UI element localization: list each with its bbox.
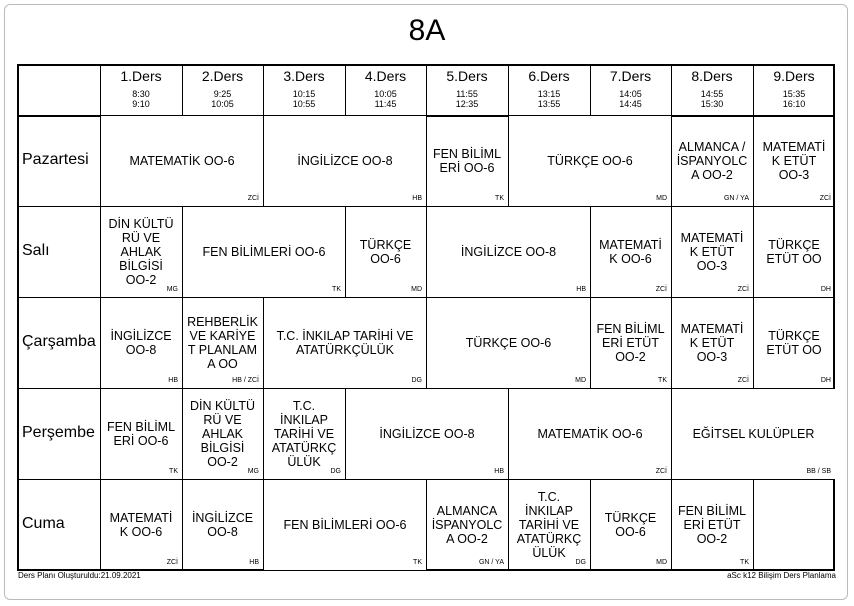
lesson-teacher: DG	[411, 377, 422, 384]
lesson-cell[interactable]	[263, 388, 345, 479]
footer-created-date: Ders Planı Oluşturuldu:21.09.2021	[18, 571, 141, 580]
lesson-teacher: ZCİ	[166, 559, 178, 566]
lesson-cell[interactable]	[509, 116, 671, 206]
period-name: 9.Ders	[773, 68, 815, 84]
lesson-teacher: TK	[740, 559, 749, 566]
lesson-subject: MATEMATİK OO-6	[129, 154, 235, 168]
lesson-teacher: HB / ZCİ	[232, 377, 259, 384]
lesson-teacher: TK	[658, 377, 667, 384]
lesson-cell[interactable]	[182, 388, 263, 479]
period-start: 8:30	[132, 89, 150, 99]
day-label: Perşembe	[22, 423, 95, 441]
lesson-subject: T.C. İNKILAP TARİHİ VE ATATÜRKÇ ÜLÜK	[516, 489, 582, 560]
lesson-subject: FEN BİLİMLERİ OO-6	[283, 518, 407, 532]
lesson-subject: İNGİLİZCE OO-8	[191, 510, 254, 539]
period-header	[508, 66, 590, 109]
lesson-teacher: HB	[168, 377, 178, 384]
period-end: 16:10	[782, 99, 806, 109]
lesson-teacher: GN / YA	[723, 195, 749, 202]
lesson-subject: ALMANCA / İSPANYOLC A OO-2	[676, 139, 748, 182]
lesson-subject: İNGİLİZCE OO-8	[379, 427, 475, 441]
period-header	[345, 66, 426, 109]
lesson-subject: MATEMATİ K OO-6	[599, 237, 662, 266]
period-end: 13:55	[537, 99, 561, 109]
lesson-cell[interactable]	[345, 206, 426, 297]
period-end: 15:30	[700, 99, 724, 109]
lesson-cell[interactable]	[182, 479, 263, 570]
lesson-cell[interactable]	[346, 389, 508, 479]
lesson-teacher: TK	[332, 286, 341, 293]
period-name: 7.Ders	[609, 68, 652, 84]
lesson-subject: REHBERLİK VE KARİYE T PLANLAM A OO	[187, 314, 258, 371]
period-header	[671, 66, 753, 109]
period-time	[671, 89, 753, 109]
period-name: 1.Ders	[120, 68, 162, 84]
lesson-subject: MATEMATİK OO-6	[537, 427, 643, 441]
period-header	[426, 66, 508, 109]
period-time	[345, 89, 426, 109]
lesson-subject: FEN BİLİML ERİ ETÜT OO-2	[677, 503, 747, 546]
lesson-teacher: ZCİ	[819, 195, 831, 202]
period-header	[182, 66, 263, 109]
lesson-cell[interactable]	[100, 297, 182, 388]
lesson-cell[interactable]	[508, 479, 590, 570]
lesson-cell[interactable]	[671, 297, 753, 388]
lesson-teacher: MG	[166, 286, 178, 293]
period-end: 9:10	[132, 99, 150, 109]
lesson-teacher: TK	[495, 195, 504, 202]
lesson-subject: T.C. İNKILAP TARİHİ VE ATATÜRKÇÜLÜK	[276, 329, 414, 357]
period-name: 5.Ders	[446, 68, 488, 84]
lesson-cell[interactable]	[671, 479, 753, 570]
period-time	[100, 89, 182, 109]
lesson-teacher: GN / YA	[478, 559, 504, 566]
lesson-cell[interactable]	[671, 115, 753, 206]
lesson-cell[interactable]	[264, 480, 426, 570]
lesson-teacher: BB / SB	[806, 468, 831, 475]
lesson-subject: İNGİLİZCE OO-8	[110, 328, 172, 357]
lesson-cell[interactable]	[590, 206, 671, 297]
lesson-cell[interactable]	[427, 207, 590, 297]
lesson-cell[interactable]	[426, 479, 508, 570]
lesson-teacher: HB	[412, 195, 422, 202]
lesson-subject: DİN KÜLTÜ RÜ VE AHLAK BİLGİSİ OO-2	[108, 216, 174, 287]
lesson-teacher: ZCİ	[737, 286, 749, 293]
lesson-cell[interactable]	[509, 389, 671, 479]
lesson-teacher: MD	[656, 559, 667, 566]
period-time	[182, 89, 263, 109]
lesson-teacher: ZCİ	[247, 195, 259, 202]
lesson-cell[interactable]	[753, 115, 835, 206]
lesson-cell[interactable]	[100, 479, 182, 570]
lesson-cell[interactable]	[671, 206, 753, 297]
lesson-teacher: MG	[247, 468, 259, 475]
period-start: 14:55	[700, 89, 724, 99]
lesson-subject: İNGİLİZCE OO-8	[460, 245, 557, 259]
lesson-subject: TÜRKÇE OO-6	[465, 336, 552, 350]
lesson-cell[interactable]	[590, 297, 671, 388]
period-end: 10:55	[292, 99, 316, 109]
class-title: 8A	[408, 14, 446, 47]
footer-software-credit: aSc k12 Bilişim Ders Planlama	[727, 571, 836, 580]
lesson-cell[interactable]	[753, 297, 835, 388]
lesson-teacher: DH	[820, 286, 831, 293]
period-name: 8.Ders	[691, 68, 733, 84]
period-name: 4.Ders	[364, 68, 407, 84]
lesson-teacher: HB	[576, 286, 586, 293]
lesson-subject: T.C. İNKILAP TARİHİ VE ATATÜRKÇ ÜLÜK	[271, 398, 337, 469]
lesson-teacher: DH	[820, 377, 831, 384]
period-start: 10:05	[374, 89, 397, 99]
lesson-subject: FEN BİLİMLERİ OO-6	[202, 245, 326, 259]
lesson-teacher: DG	[575, 559, 586, 566]
lesson-cell[interactable]	[590, 479, 671, 570]
lesson-subject: FEN BİLİML ERİ ETÜT OO-2	[596, 321, 665, 364]
lesson-teacher: MD	[656, 195, 667, 202]
lesson-cell[interactable]	[100, 388, 182, 479]
period-end: 14:45	[619, 99, 642, 109]
period-time	[426, 89, 508, 109]
lesson-teacher: DG	[330, 468, 341, 475]
lesson-subject: TÜRKÇE OO-6	[547, 154, 633, 168]
period-name: 2.Ders	[201, 68, 244, 84]
period-header	[753, 66, 835, 109]
period-name: 3.Ders	[283, 68, 325, 84]
period-end: 12:35	[455, 99, 479, 109]
period-start: 11:55	[456, 89, 478, 99]
day-label: Pazartesi	[22, 150, 89, 168]
period-name: 6.Ders	[528, 68, 570, 84]
lesson-teacher: MD	[575, 377, 586, 384]
period-end: 10:05	[211, 99, 234, 109]
lesson-teacher: ZCİ	[737, 377, 749, 384]
lesson-teacher: HB	[494, 468, 504, 475]
lesson-cell[interactable]	[753, 206, 835, 297]
lesson-subject: TÜRKÇE OO-6	[359, 237, 412, 266]
lesson-cell[interactable]	[182, 297, 263, 388]
lesson-subject: MATEMATİ K ETÜT OO-3	[680, 321, 744, 364]
lesson-teacher: ZCİ	[655, 286, 667, 293]
lesson-cell[interactable]	[264, 116, 426, 206]
period-start: 9:25	[213, 89, 232, 99]
lesson-subject: TÜRKÇE ETÜT OO	[766, 328, 822, 357]
lesson-teacher: MD	[411, 286, 422, 293]
lesson-subject: MATEMATİ K ETÜT OO-3	[680, 230, 744, 273]
lesson-subject: TÜRKÇE OO-6	[604, 510, 657, 539]
lesson-subject: MATEMATİ K ETÜT OO-3	[762, 139, 826, 182]
period-header	[263, 66, 345, 109]
lesson-subject: ALMANCA İSPANYOLC A OO-2	[431, 503, 503, 546]
period-start: 15:35	[782, 89, 806, 99]
period-time	[753, 89, 835, 109]
period-header	[100, 66, 182, 109]
lesson-cell[interactable]	[101, 116, 263, 206]
period-end: 11:45	[374, 99, 397, 109]
lesson-teacher: HB	[249, 559, 259, 566]
lesson-teacher: TK	[413, 559, 422, 566]
period-start: 14:05	[619, 89, 642, 99]
day-label: Çarşamba	[22, 332, 96, 350]
lesson-cell[interactable]	[264, 298, 426, 388]
lesson-subject: FEN BİLİML ERİ OO-6	[432, 146, 502, 175]
period-header	[590, 66, 671, 109]
lesson-subject: TÜRKÇE ETÜT OO	[766, 237, 822, 266]
lesson-subject: EĞİTSEL KULÜPLER	[692, 427, 815, 441]
lesson-cell[interactable]	[427, 298, 590, 388]
lesson-subject: İNGİLİZCE OO-8	[297, 154, 393, 168]
period-start: 13:15	[537, 89, 561, 99]
period-start: 10:15	[292, 89, 316, 99]
day-label: Cuma	[22, 514, 65, 532]
lesson-teacher: ZCİ	[655, 468, 667, 475]
lesson-subject: FEN BİLİML ERİ OO-6	[106, 419, 176, 448]
period-time	[508, 89, 590, 109]
lesson-cell[interactable]	[183, 207, 345, 297]
lesson-subject: MATEMATİ K OO-6	[109, 510, 173, 539]
lesson-cell[interactable]	[426, 115, 508, 206]
lesson-cell[interactable]	[672, 389, 835, 479]
day-label: Salı	[22, 241, 50, 259]
lesson-cell[interactable]	[100, 206, 182, 297]
lesson-teacher: TK	[169, 468, 178, 475]
lesson-subject: DİN KÜLTÜ RÜ VE AHLAK BİLGİSİ OO-2	[189, 398, 256, 469]
period-time	[263, 89, 345, 109]
period-time	[590, 89, 671, 109]
